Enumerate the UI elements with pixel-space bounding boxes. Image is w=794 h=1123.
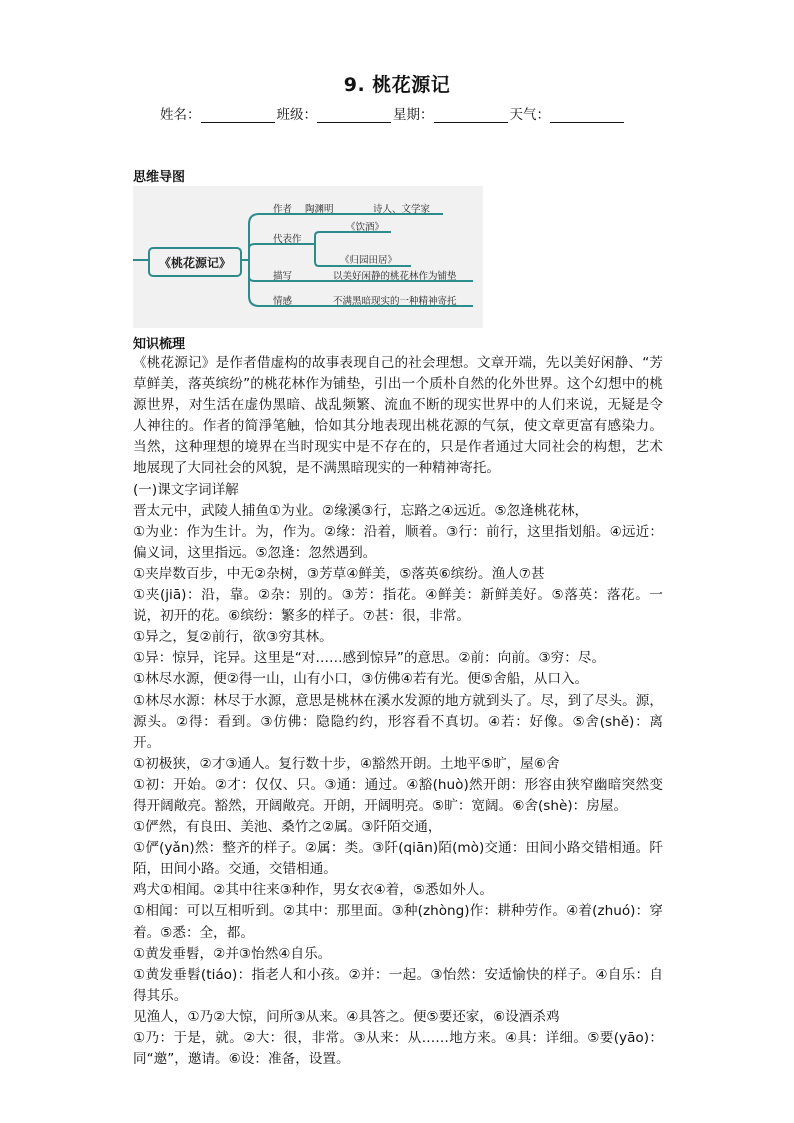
annotation: ①黄发垂髫(tiáo)：指老人和小孩。②并：一起。③怡然：安适愉快的样子。④自乐：自得其乐。 (133, 966, 663, 1004)
mindmap-depict-label: 描写 (273, 271, 293, 282)
annotation: ①为业：作为生计。为，作为。②缘：沿着，顺着。③行：前行，这里指划船。④远近：偏义词，这里指远。⑤忽逢：忽然遇到。 (133, 523, 663, 561)
annotation: ①初：开始。②才：仅仅、只。③通：通过。④豁(huò)然开朗：形容由狭窄幽暗突然变得开阔敞亮。豁然，开阔敞亮。开朗，开阔明亮。⑤旷：宽阔。⑥舍(shè)：房屋。 (133, 776, 663, 814)
name-blank[interactable] (201, 108, 275, 123)
knowledge-heading: 知识梳理 (133, 337, 186, 352)
text-line: ①黄发垂髫，②并③怡然④自乐。 (133, 945, 332, 962)
mindmap-heading: 思维导图 (133, 170, 186, 185)
summary-paragraph: 《桃花源记》是作者借虚构的故事表现自己的社会理想。文章开端，先以美好闲静、“芳草鲜美，落英缤纷”的桃花林作为铺垫，引出一个质朴自然的化外世界。这个幻想中的桃源世界，对生活在虚伪黑暗、战乱频繁、流血不断的现实世界中的人们来说，无疑是令人神往的。作者的简淨笔触，恰如其分地表现出桃花源的气氛，使文章更富有感染力。当然，这种理想的境界在当时现实中是不存在的，只是作者通过大同社会的构想，艺术地展现了大同社会的风貌，是不满黑暗现实的一种精神寄托。 (133, 355, 663, 477)
mindmap-author-label: 作者 (273, 204, 293, 215)
annotation: ①林尽水源：林尽于水源，意思是桃林在溪水发源的地方就到头了。尽，到了尽头。源，源头。②得：看到。③仿佛：隐隐约约，形容看不真切。④若：好像。⑤舍(shě)：离开。 (133, 692, 663, 751)
week-label: 星期： (393, 107, 434, 123)
class-label: 班级： (276, 107, 317, 123)
mindmap-author-name: 陶渊明 (305, 204, 334, 215)
mindmap-center-node: 《桃花源记》 (148, 247, 242, 277)
mindmap-work-2: 《归园田居》 (340, 255, 398, 266)
annotation: ①异：惊异，诧异。这里是“对……感到惊异”的意思。②前：向前。③穷：尽。 (133, 650, 606, 667)
annotation: ①夹(jiā)：沿，靠。②杂：别的。③芳：指花。④鲜美：新鲜美好。⑤落英：落花。一说，初开的花。⑥缤纷：繁多的样子。⑦甚：很，非常。 (133, 587, 663, 625)
week-blank[interactable] (434, 108, 508, 123)
subsection-heading: (一)课文字词详解 (133, 481, 239, 498)
annotation: ①乃：于是，就。②大：很，非常。③从来：从……地方来。④具：详细。⑤要(yāo)：同“邀”，邀请。⑥设：准备，设置。 (133, 1030, 663, 1068)
text-line: ①俨然，有良田、美池、桑竹之②属。③阡陌交通， (133, 819, 442, 836)
mindmap-emotion-label: 情感 (273, 296, 293, 307)
weather-label: 天气： (509, 107, 550, 123)
knowledge-body (133, 353, 663, 1070)
annotation: ①相闻：可以互相听到。②其中：那里面。③种(zhòng)作：耕种劳作。④着(zhuó)：穿着。⑤悉：全，都。 (133, 903, 663, 941)
text-line: 鸡犬①相闻。②其中往来③种作，男女衣④着，⑤悉如外人。 (133, 882, 493, 899)
weather-blank[interactable] (550, 108, 624, 123)
mindmap-emotion-desc: 不满黑暗现实的一种精神寄托 (333, 296, 457, 307)
mindmap-work-1: 《饮酒》 (346, 222, 385, 233)
mindmap-works-label: 代表作 (273, 234, 302, 245)
annotation: ①俨(yǎn)然：整齐的样子。②属：类。③阡(qiān)陌(mò)交通：田间小路交错相通。阡陌，田间小路。交通，交错相通。 (133, 840, 663, 878)
text-line: ①林尽水源，便②得一山，山有小口，③仿佛④若有光。便⑤舍船，从口入。 (133, 671, 589, 688)
mindmap-author-desc: 诗人、文学家 (373, 204, 431, 215)
class-blank[interactable] (317, 108, 391, 123)
text-line: ①初极狭，②才③通人。复行数十步，④豁然开朗。土地平⑤旷，屋⑥舍 (133, 755, 560, 772)
name-label: 姓名： (160, 107, 201, 123)
text-line: ①异之，复②前行，欲③穷其林。 (133, 629, 333, 646)
mindmap (133, 186, 483, 328)
text-line: 见渔人，①乃②大惊，问所③从来。④具答之。便⑤要还家，⑥设酒杀鸡 (133, 1008, 560, 1025)
text-line: ①夹岸数百步，中无②杂树，③芳草④鲜美，⑤落英⑥缤纷。渔人⑦甚 (133, 565, 545, 582)
mindmap-depict-desc: 以美好闲静的桃花林作为铺垫 (333, 271, 457, 282)
text-line: 晋太元中，武陵人捕鱼①为业。②缘溪③行，忘路之④远近。⑤忽逢桃花林， (133, 502, 589, 519)
page-title: 9. 桃花源记 (343, 74, 451, 96)
student-info-fields (160, 103, 680, 123)
